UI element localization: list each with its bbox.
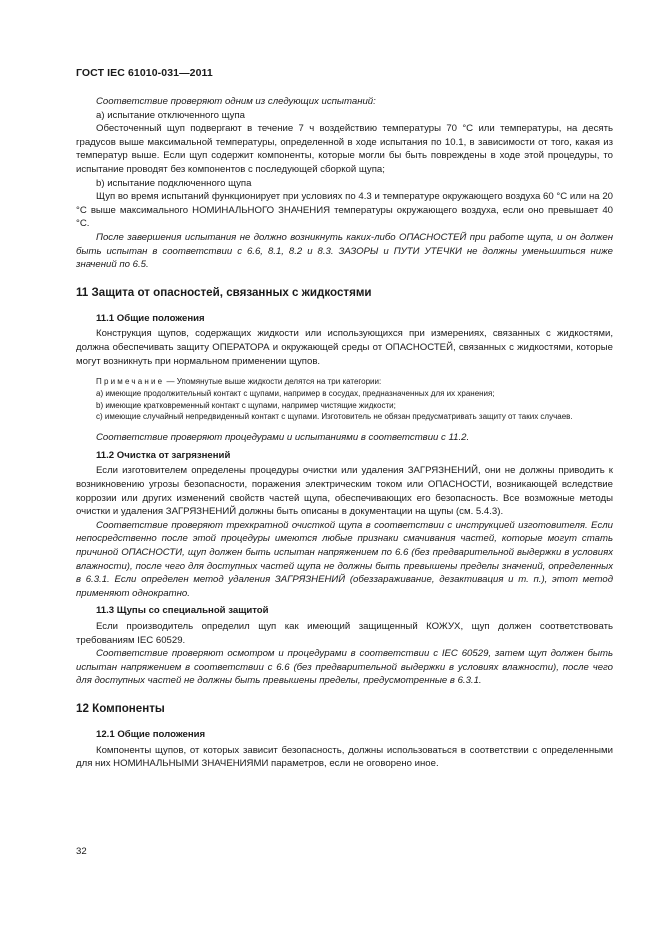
list-item: b) испытание подключенного щупа <box>96 177 252 189</box>
paragraph: Если производитель определил щуп как имеющий защищенный КОЖУХ, щуп должен соответствовать требованиям IEC 60529. <box>76 621 613 646</box>
subsection-heading: 11.1 Общие положения <box>96 312 205 324</box>
paragraph: Соответствие проверяют процедурами и испытаниями в соответствии с 11.2. <box>96 432 470 444</box>
paragraph: После завершения испытания не должно возникнуть каких-либо ОПАСНОСТЕЙ при работе щупа, и он должен быть испытан в соответствии с 6.6, 8.1, 8.2 и 8.3. ЗАЗОРЫ и ПУТИ УТЕЧКИ не должны уменьшиться ниже значений по 6.5. <box>76 231 613 271</box>
paragraph: Соответствие проверяют осмотром и процедурами в соответствии с IEC 60529, затем щуп должен быть испытан напряжением в соответствии с 6.6 (без предварительной выдержки в условиях влажности), после чего для доступных частей не должны быть превышены пределы, предусмотренные в 6.3.1. <box>76 648 613 687</box>
note-label: Примечание <box>96 377 165 387</box>
subsection-heading: 11.3 Щупы со специальной защитой <box>96 605 269 617</box>
note-item: b) имеющие кратковременный контакт с щупами, например чистящие жидкости; <box>96 400 396 410</box>
paragraph: Компоненты щупов, от которых зависит безопасность, должны использоваться в соответствии с определенными для них НОМИНАЛЬНЫМИ ЗНАЧЕНИЯМИ параметров, если не оговорено иное. <box>76 744 613 770</box>
paragraph: Если изготовителем определены процедуры очистки или удаления ЗАГРЯЗНЕНИЙ, они не должны приводить к возникновению угрозы безопасности, поражения электрическим током или ОПАСНОСТИ, возникающей вследствие коррозии или других изменений свойств частей щупа, обеспечивающих его безопасность. Все возможные методы очистки и удаления ЗАГРЯЗНЕНИЙ должны быть описаны в документации на щупы (см. 5.4.3). <box>76 465 613 518</box>
section-heading: 11 Защита от опасностей, связанных с жидкостями <box>76 285 372 299</box>
list-item: а) испытание отключенного щупа <box>96 109 246 121</box>
subsection-heading: 11.2 Очистка от загрязнений <box>96 449 231 461</box>
note-item: c) имеющие случайный непредвиденный контакт с щупами. Изготовитель не обязан предусматривать защиту от таких случаев. <box>96 412 573 422</box>
paragraph: Щуп во время испытаний функционирует при условиях по 4.3 и температуре окружающего воздуха 60 °C или на 20 °C выше максимального НОМИНАЛЬНОГО ЗНАЧЕНИЯ температуры окружающего воздуха, если оно превышает 40 °C. <box>76 191 613 230</box>
paragraph: Соответствие проверяют одним из следующих испытаний: <box>96 96 376 107</box>
note <box>76 376 613 388</box>
note-text: — Упомянутые выше жидкости делятся на три категории: <box>164 377 382 387</box>
paragraph: Обесточенный щуп подвергают в течение 7 ч воздействию температуры 70 °C или температуры, на десять градусов выше максимальной температуры, определенной в ходе испытания по 10.1, в зависимости от того, какая из температур выше. Если щуп содержит компоненты, которые могли бы быть повреждены в ходе этой процедуры, то испытание проводят без компонентов с последующей сборкой щупа; <box>76 123 613 175</box>
paragraph: Соответствие проверяют трехкратной очисткой щупа в соответствии с инструкцией изготовителя. Если непосредственно после этой процедуры имеются любые признаки смачивания частей, которые могут стать причиной ОПАСНОСТИ, щуп должен быть испытан напряжением по 6.6 (без предварительной выдержки в условиях влажности), после чего для доступных частей щупа не должны быть превышены пределы значений, определенных в 6.3.1. Если определен метод удаления ЗАГРЯЗНЕНИЙ (обеззараживание, дезактивация и т. п.), этот метод применяют однократно. <box>76 519 613 599</box>
page-number: 32 <box>76 846 87 857</box>
section-heading: 12 Компоненты <box>76 701 165 715</box>
document-header: ГОСТ IEC 61010-031—2011 <box>76 67 213 79</box>
paragraph: Конструкция щупов, содержащих жидкости или использующихся при измерениях, связанных с жидкостями, должна обеспечивать защиту ОПЕРАТОРА и окружающей среды от ОПАСНОСТЕЙ, связанных с жидкостями, которые могут возникнуть при нормальном применении щупов. <box>76 328 613 367</box>
subsection-heading: 12.1 Общие положения <box>96 728 206 740</box>
document-body <box>76 95 613 771</box>
note-item: a) имеющие продолжительный контакт с щупами, например в сосудах, предназначенных для их хранения; <box>96 388 495 398</box>
